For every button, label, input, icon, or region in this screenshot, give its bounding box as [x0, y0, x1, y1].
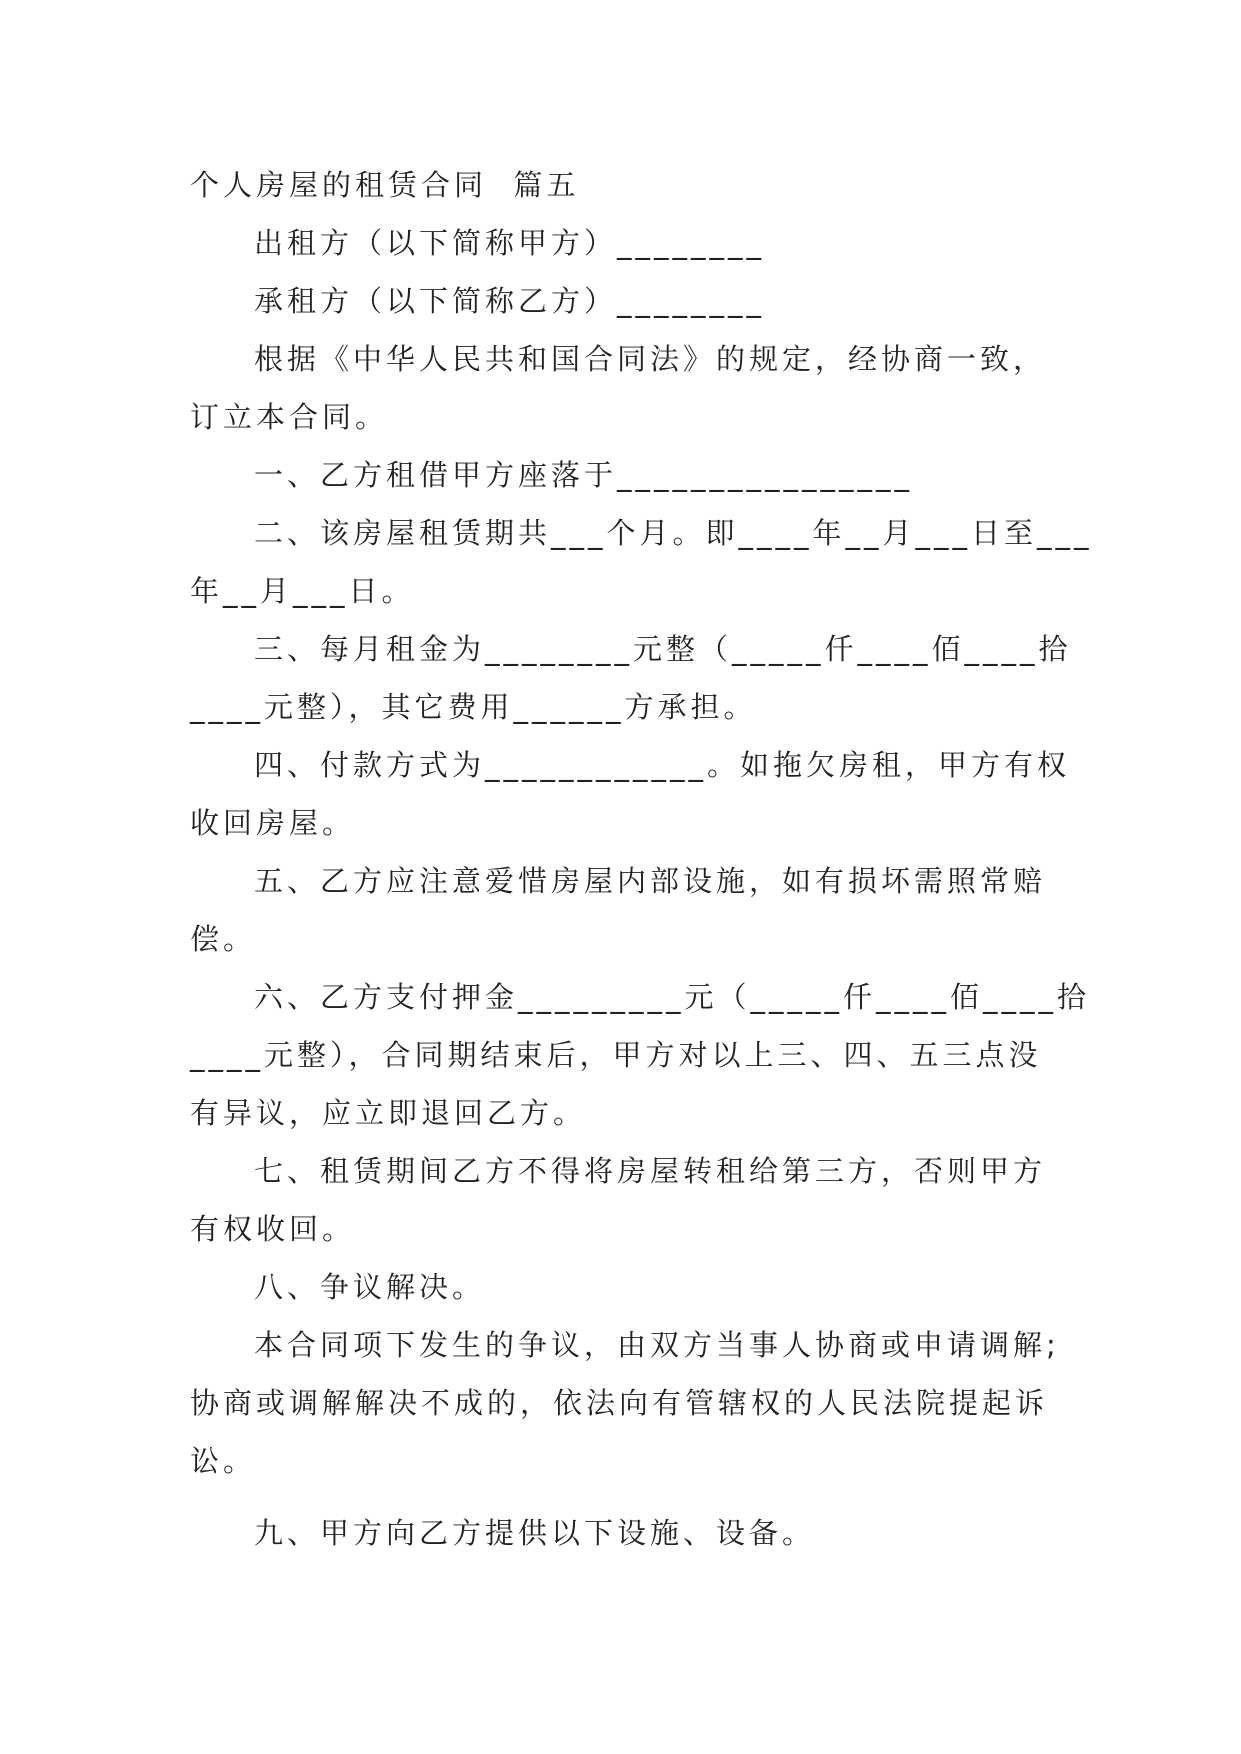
- clause-7-line-2: 有权收回。: [190, 1212, 356, 1246]
- lessor-line: 出租方（以下简称甲方）________: [254, 226, 766, 260]
- clause-2-line-2: 年__月___日。: [190, 574, 415, 608]
- preamble-line-2: 订立本合同。: [190, 400, 389, 434]
- clause-9-heading: 九、甲方向乙方提供以下设施、设备。: [254, 1516, 816, 1550]
- clause-6-line-1: 六、乙方支付押金_________元（_____仟____佰____拾: [254, 980, 1091, 1014]
- clause-5-line-2: 偿。: [190, 922, 257, 956]
- lessee-line: 承租方（以下简称乙方）________: [254, 284, 766, 318]
- clause-2-line-1: 二、该房屋租赁期共___个月。即____年__月___日至___: [254, 516, 1093, 550]
- clause-8-heading: 八、争议解决。: [254, 1270, 486, 1304]
- clause-6-line-2: ____元整），合同期结束后，甲方对以上三、四、五三点没: [190, 1038, 1042, 1072]
- clause-1: 一、乙方租借甲方座落于________________: [254, 458, 914, 492]
- preamble-line-1: 根据《中华人民共和国合同法》的规定，经协商一致，: [254, 342, 1047, 376]
- clause-4-line-2: 收回房屋。: [190, 806, 356, 840]
- clause-6-line-3: 有异议，应立即退回乙方。: [190, 1096, 587, 1130]
- clause-8-line-3: 讼。: [190, 1444, 257, 1478]
- clause-3-line-1: 三、每月租金为________元整（_____仟____佰____拾: [254, 632, 1072, 666]
- clause-4-line-1: 四、付款方式为____________。如拖欠房租，甲方有权: [254, 748, 1071, 782]
- clause-8-line-1: 本合同项下发生的争议，由双方当事人协商或申请调解;: [254, 1328, 1060, 1362]
- clause-7-line-1: 七、租赁期间乙方不得将房屋转租给第三方，否则甲方: [254, 1154, 1047, 1188]
- clause-3-line-2: ____元整），其它费用______方承担。: [190, 690, 757, 724]
- clause-8-line-2: 协商或调解解决不成的，依法向有管辖权的人民法院提起诉: [190, 1386, 1049, 1420]
- clause-5-line-1: 五、乙方应注意爱惜房屋内部设施，如有损坏需照常赔: [254, 864, 1047, 898]
- document-title: 个人房屋的租赁合同 篇五: [190, 168, 580, 202]
